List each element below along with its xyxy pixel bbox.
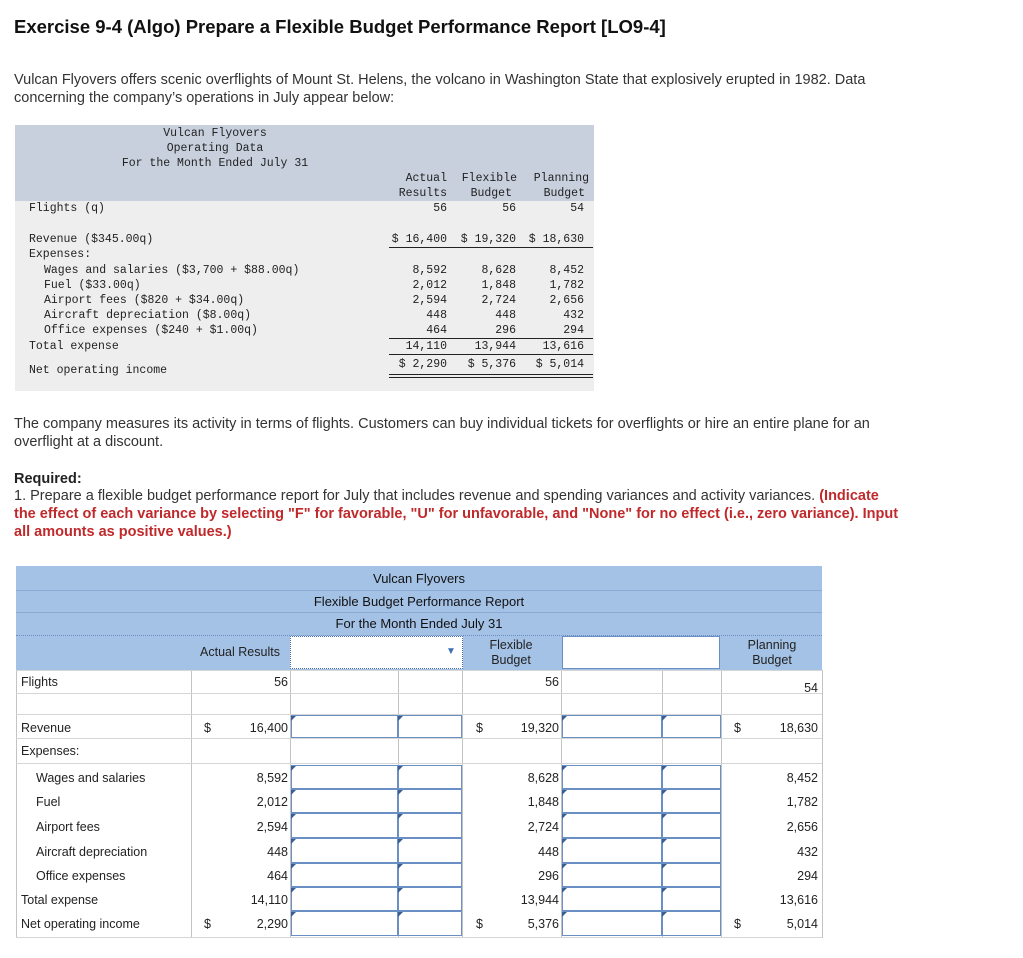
op-exp-actual: 2,594 <box>412 294 447 307</box>
dollar-sign: $ <box>734 721 741 735</box>
input-marker-icon <box>398 790 403 795</box>
flex-value: 13,944 <box>520 893 559 907</box>
variance-effect-input[interactable] <box>662 887 721 911</box>
flex-value: 19,320 <box>520 721 559 735</box>
dollar-sign: $ <box>204 917 211 931</box>
plan-value: 432 <box>797 845 818 859</box>
row-label-revenue: Revenue <box>21 721 72 735</box>
flex-value: 448 <box>538 845 559 859</box>
variance-effect-input[interactable] <box>662 715 721 738</box>
op-exp-actual: 2,012 <box>412 279 447 292</box>
op-double-rule <box>389 377 593 378</box>
row-label-expenses: Expenses: <box>21 744 80 758</box>
variance-effect-input[interactable] <box>398 813 462 838</box>
plan-value: 294 <box>797 869 818 883</box>
report-col-flex-2: Budget <box>491 653 531 667</box>
input-marker-icon <box>562 864 567 869</box>
grid-line <box>822 670 823 938</box>
flex-value: 5,376 <box>527 917 559 931</box>
row-line <box>16 763 822 764</box>
input-marker-icon <box>662 814 667 819</box>
plan-value: 2,656 <box>786 820 818 834</box>
input-marker-icon <box>291 864 296 869</box>
variance-amount-input[interactable] <box>562 887 662 911</box>
row-line <box>16 937 822 938</box>
activity-line-1: The company measures its activity in terms of flights. Customers can buy individual tickets for overflights or hire an entire plane for an <box>14 416 870 432</box>
row-label-wages: Wages and salaries <box>36 771 146 785</box>
input-marker-icon <box>291 888 296 893</box>
variance-amount-input[interactable] <box>291 715 398 738</box>
dollar-sign: $ <box>734 917 741 931</box>
variance-amount-input[interactable] <box>291 887 398 911</box>
operating-data-block <box>15 125 594 391</box>
op-col-flex-2: Budget <box>470 187 512 200</box>
required-heading: Required: <box>14 471 82 487</box>
op-total-actual: 14,110 <box>405 340 447 353</box>
required-note-1: (Indicate <box>819 488 879 504</box>
actual-value: 2,290 <box>256 917 288 931</box>
variance-amount-input[interactable] <box>562 863 662 887</box>
input-marker-icon <box>291 790 296 795</box>
actual-value: 2,594 <box>256 820 288 834</box>
variance-label-input[interactable] <box>562 636 720 669</box>
flex-value: 2,724 <box>527 820 559 834</box>
input-marker-icon <box>662 912 667 917</box>
actual-value: 8,592 <box>256 771 288 785</box>
actual-value: 2,012 <box>256 795 288 809</box>
report-period: For the Month Ended July 31 <box>335 616 503 631</box>
row-label-total-expense: Total expense <box>21 893 99 907</box>
dollar-sign: $ <box>476 721 483 735</box>
input-marker-icon <box>662 716 667 721</box>
op-rule <box>389 338 593 339</box>
variance-effect-input[interactable] <box>662 863 721 887</box>
input-marker-icon <box>562 888 567 893</box>
op-col-flex-1: Flexible <box>461 172 517 185</box>
input-marker-icon <box>398 864 403 869</box>
op-exp-plan: 8,452 <box>549 264 584 277</box>
row-label-fuel: Fuel <box>36 795 61 809</box>
input-marker-icon <box>291 766 296 771</box>
actual-value: 448 <box>267 845 288 859</box>
op-exp-plan: 2,656 <box>549 294 584 307</box>
actual-value: 16,400 <box>249 721 288 735</box>
input-marker-icon <box>291 912 296 917</box>
op-exp-label: Wages and salaries ($3,700 + $88.00q) <box>44 264 300 277</box>
variance-effect-input[interactable] <box>398 789 462 813</box>
required-text: 1. Prepare a flexible budget performance report for July that includes revenue and spending variances and activity variances. <box>14 488 820 504</box>
variance-amount-input[interactable] <box>562 789 662 813</box>
input-marker-icon <box>662 839 667 844</box>
report-col-plan <box>724 638 820 668</box>
input-marker-icon <box>562 912 567 917</box>
op-exp-label: Fuel ($33.00q) <box>44 279 141 292</box>
intro-line-1: Vulcan Flyovers offers scenic overflights of Mount St. Helens, the volcano in Washington State that explosively erupted in 1982. Data <box>14 72 866 88</box>
report-col-plan-1: Planning <box>747 638 797 652</box>
variance-effect-input[interactable] <box>662 789 721 813</box>
op-flights-actual: 56 <box>433 202 447 215</box>
op-rule <box>389 354 593 355</box>
op-expenses-label: Expenses: <box>29 248 92 261</box>
op-heading-period: For the Month Ended July 31 <box>121 157 309 170</box>
actual-value: 14,110 <box>250 893 288 907</box>
input-marker-icon <box>562 790 567 795</box>
report-company: Vulcan Flyovers <box>373 571 465 586</box>
op-revenue-actual: $ 16,400 <box>391 233 447 246</box>
plan-value: 1,782 <box>786 795 818 809</box>
plan-value: 13,616 <box>779 893 818 907</box>
required-note-3: all amounts as positive values.) <box>14 524 232 540</box>
variance-amount-input[interactable] <box>291 911 398 936</box>
variance-effect-input[interactable] <box>662 911 721 936</box>
variance-effect-input[interactable] <box>398 863 462 887</box>
dollar-sign: $ <box>476 917 483 931</box>
op-exp-label: Airport fees ($820 + $34.00q) <box>44 294 245 307</box>
flex-value: 296 <box>538 869 559 883</box>
variance-amount-input[interactable] <box>291 838 398 863</box>
dollar-sign: $ <box>204 721 211 735</box>
op-total-flex: 13,944 <box>474 340 516 353</box>
grid-line <box>16 670 17 938</box>
input-marker-icon <box>562 716 567 721</box>
variance-amount-input[interactable] <box>291 863 398 887</box>
report-band-line <box>16 590 822 591</box>
activity-line-2: overflight at a discount. <box>14 434 164 450</box>
row-label-office-expenses: Office expenses <box>36 869 126 883</box>
variance-amount-input[interactable] <box>291 813 398 838</box>
input-marker-icon <box>398 766 403 771</box>
op-total-label: Total expense <box>29 340 119 353</box>
report-col-actual: Actual Results <box>200 645 280 659</box>
op-noi-actual: $ 2,290 <box>398 358 447 371</box>
row-label-airport-fees: Airport fees <box>36 820 100 834</box>
op-flights-flex: 56 <box>502 202 516 215</box>
row-label-net-operating-income: Net operating income <box>21 917 140 931</box>
report-col-flex-1: Flexible <box>489 638 533 652</box>
input-marker-icon <box>562 814 567 819</box>
input-marker-icon <box>291 839 296 844</box>
row-label-aircraft-depreciation: Aircraft depreciation <box>36 845 148 859</box>
input-marker-icon <box>662 864 667 869</box>
op-exp-flex: 1,848 <box>481 279 516 292</box>
activity-paragraph <box>14 415 1004 451</box>
row-line <box>16 738 822 739</box>
required-note-2: the effect of each variance by selecting "F" for favorable, "U" for unfavorable, and "None" for no effect (i.e., zero variance). Input <box>14 506 899 522</box>
plan-value: 5,014 <box>786 917 818 931</box>
variance-amount-input[interactable] <box>562 911 662 936</box>
input-marker-icon <box>291 814 296 819</box>
row-line <box>16 693 822 694</box>
dropdown-arrow-icon[interactable]: ▼ <box>446 646 456 657</box>
flex-value: 8,628 <box>527 771 559 785</box>
op-col-actual-1: Actual <box>405 172 447 185</box>
op-exp-plan: 1,782 <box>549 279 584 292</box>
op-revenue-label: Revenue ($345.00q) <box>29 233 154 246</box>
op-exp-label: Aircraft depreciation ($8.00q) <box>44 309 252 322</box>
op-exp-actual: 464 <box>426 324 447 337</box>
op-heading-subtitle: Operating Data <box>166 142 264 155</box>
variance-effect-input[interactable] <box>662 838 721 863</box>
plan-value: 18,630 <box>779 721 818 735</box>
variance-effect-input[interactable] <box>398 838 462 863</box>
row-line <box>16 670 822 671</box>
variance-amount-input[interactable] <box>562 813 662 838</box>
op-flights-plan: 54 <box>570 202 584 215</box>
op-exp-flex: 296 <box>495 324 516 337</box>
op-noi-label: Net operating income <box>29 364 168 377</box>
performance-report-table <box>16 566 822 938</box>
report-col-flex <box>466 638 556 668</box>
input-marker-icon <box>398 839 403 844</box>
report-col-plan-2: Budget <box>752 653 792 667</box>
plan-value: 8,452 <box>786 771 818 785</box>
op-flights-label: Flights (q) <box>29 202 105 215</box>
variance-effect-input[interactable] <box>398 887 462 911</box>
actual-value: 56 <box>274 675 288 689</box>
op-exp-flex: 8,628 <box>481 264 516 277</box>
op-col-plan-2: Budget <box>543 187 585 200</box>
variance-amount-input[interactable] <box>291 765 398 789</box>
input-marker-icon <box>291 716 296 721</box>
op-total-plan: 13,616 <box>542 340 584 353</box>
input-marker-icon <box>398 716 403 721</box>
variance-amount-input[interactable] <box>291 789 398 813</box>
intro-paragraph <box>14 71 1004 107</box>
variance-label-select[interactable] <box>290 636 463 669</box>
op-exp-actual: 8,592 <box>412 264 447 277</box>
required-instructions <box>14 487 1004 541</box>
input-marker-icon <box>562 839 567 844</box>
op-noi-flex: $ 5,376 <box>467 358 516 371</box>
input-marker-icon <box>662 888 667 893</box>
flex-value: 56 <box>545 675 559 689</box>
variance-effect-input[interactable] <box>662 813 721 838</box>
op-exp-flex: 448 <box>495 309 516 322</box>
row-label-flights: Flights <box>21 675 58 689</box>
op-noi-plan: $ 5,014 <box>535 358 584 371</box>
op-exp-actual: 448 <box>426 309 447 322</box>
intro-line-2: concerning the company’s operations in July appear below: <box>14 90 395 106</box>
plan-value: 54 <box>804 681 818 695</box>
op-heading-company: Vulcan Flyovers <box>163 127 267 140</box>
page-title: Exercise 9-4 (Algo) Prepare a Flexible Budget Performance Report [LO9-4] <box>14 16 666 37</box>
op-revenue-plan: $ 18,630 <box>528 233 584 246</box>
variance-amount-input[interactable] <box>562 715 662 738</box>
variance-effect-input[interactable] <box>398 715 462 738</box>
input-marker-icon <box>562 766 567 771</box>
op-double-rule <box>389 374 593 375</box>
op-rule <box>389 247 593 248</box>
actual-value: 464 <box>267 869 288 883</box>
op-revenue-flex: $ 19,320 <box>460 233 516 246</box>
variance-effect-input[interactable] <box>662 765 721 789</box>
report-band-line <box>16 612 822 613</box>
flex-value: 1,848 <box>527 795 559 809</box>
report-title: Flexible Budget Performance Report <box>313 594 525 609</box>
input-marker-icon <box>662 766 667 771</box>
input-marker-icon <box>398 888 403 893</box>
op-exp-plan: 294 <box>563 324 584 337</box>
op-col-actual-2: Results <box>398 187 447 200</box>
op-col-plan-1: Planning <box>533 172 589 185</box>
variance-effect-input[interactable] <box>398 911 462 936</box>
input-marker-icon <box>398 814 403 819</box>
input-marker-icon <box>662 790 667 795</box>
variance-amount-input[interactable] <box>562 765 662 789</box>
variance-effect-input[interactable] <box>398 765 462 789</box>
op-exp-label: Office expenses ($240 + $1.00q) <box>44 324 258 337</box>
op-exp-plan: 432 <box>563 309 584 322</box>
input-marker-icon <box>398 912 403 917</box>
op-exp-flex: 2,724 <box>481 294 516 307</box>
variance-amount-input[interactable] <box>562 838 662 863</box>
